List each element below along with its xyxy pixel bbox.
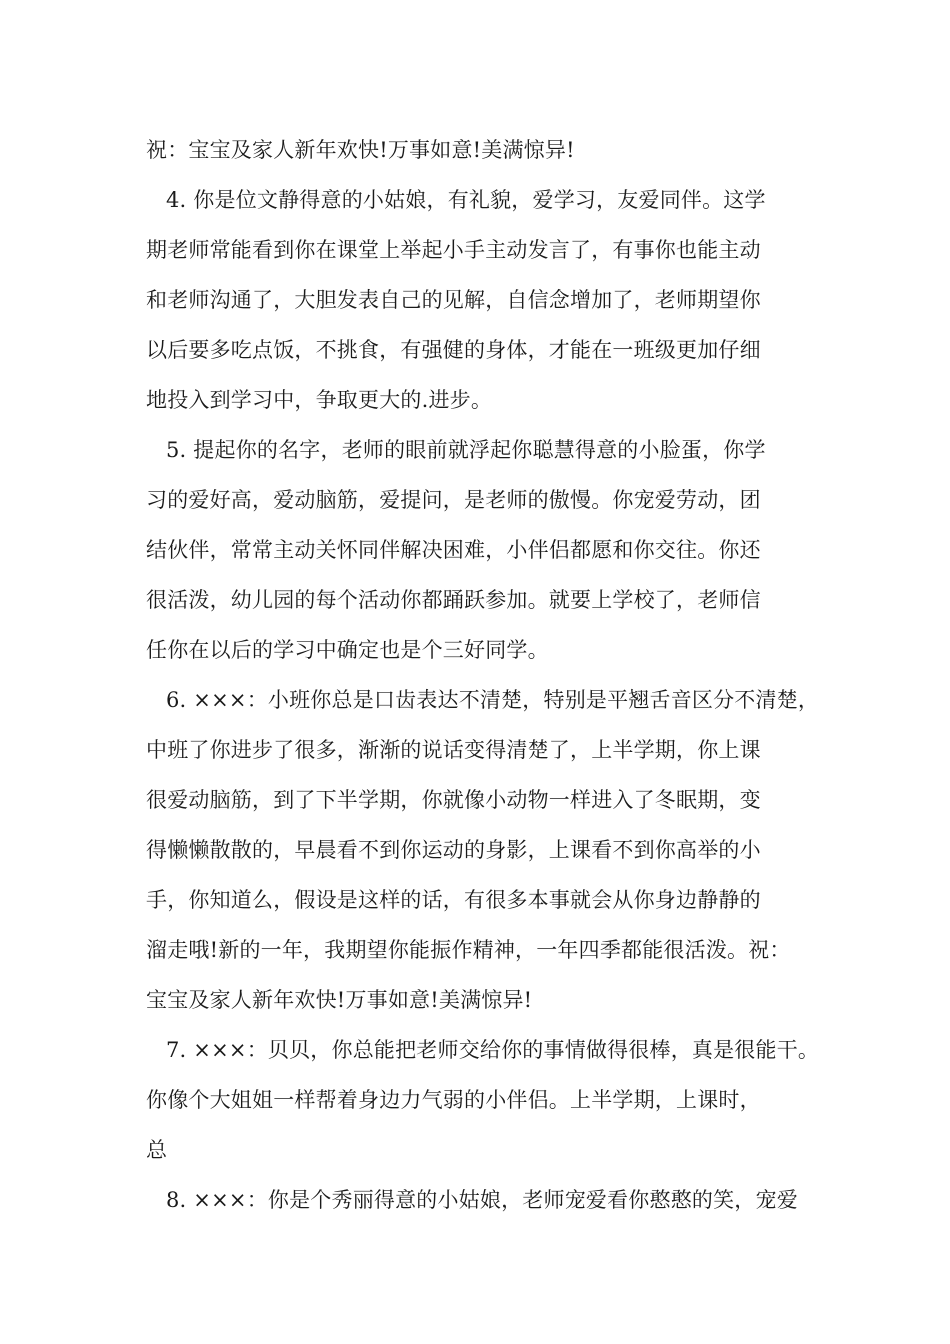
text-line: 很活泼，幼儿园的每个活动你都踊跃参加。就要上学校了，老师信 <box>146 588 761 612</box>
text-line: 任你在以后的学习中确定也是个三好同学。 <box>146 638 549 662</box>
text-line: 你像个大姐姐一样帮着身边力气弱的小伴侣。上半学期，上课时， <box>146 1088 761 1112</box>
text-line: 溜走哦!新的一年，我期望你能振作精神，一年四季都能很活泼。祝： <box>146 938 791 962</box>
text-line: 7. ×××：贝贝，你总能把老师交给你的事情做得很棒，真是很能干。 <box>166 1038 820 1062</box>
text-line: 中班了你进步了很多，渐渐的说话变得清楚了，上半学期，你上课 <box>146 738 761 762</box>
text-line: 期老师常能看到你在课堂上举起小手主动发言了，有事你也能主动 <box>146 238 761 262</box>
text-line: 宝宝及家人新年欢快!万事如意!美满惊异! <box>146 988 533 1012</box>
text-line: 总 <box>146 1138 168 1162</box>
text-line: 4. 你是位文静得意的小姑娘，有礼貌，爱学习，友爱同伴。这学 <box>166 188 766 212</box>
text-line: 以后要多吃点饭，不挑食，有强健的身体，才能在一班级更加仔细 <box>146 338 761 362</box>
text-line: 祝：宝宝及家人新年欢快!万事如意!美满惊异! <box>146 138 575 162</box>
text-line: 5. 提起你的名字，老师的眼前就浮起你聪慧得意的小脸蛋，你学 <box>166 438 766 462</box>
text-line: 手，你知道么，假设是这样的话，有很多本事就会从你身边静静的 <box>146 888 761 912</box>
text-line: 很爱动脑筋，到了下半学期，你就像小动物一样进入了冬眠期，变 <box>146 788 761 812</box>
text-line: 结伙伴，常常主动关怀同伴解决困难，小伴侣都愿和你交往。你还 <box>146 538 761 562</box>
text-line: 6. ×××：小班你总是口齿表达不清楚，特别是平翘舌音区分不清楚， <box>166 688 820 712</box>
text-line: 和老师沟通了，大胆发表自己的见解，自信念增加了，老师期望你 <box>146 288 761 312</box>
text-line: 地投入到学习中，争取更大的.进步。 <box>146 388 493 412</box>
text-line: 得懒懒散散的，早晨看不到你运动的身影，上课看不到你高举的小 <box>146 838 761 862</box>
text-line: 8. ×××：你是个秀丽得意的小姑娘，老师宠爱看你憨憨的笑，宠爱 <box>166 1188 798 1212</box>
text-line: 习的爱好高，爱动脑筋，爱提问，是老师的傲慢。你宠爱劳动，团 <box>146 488 761 512</box>
